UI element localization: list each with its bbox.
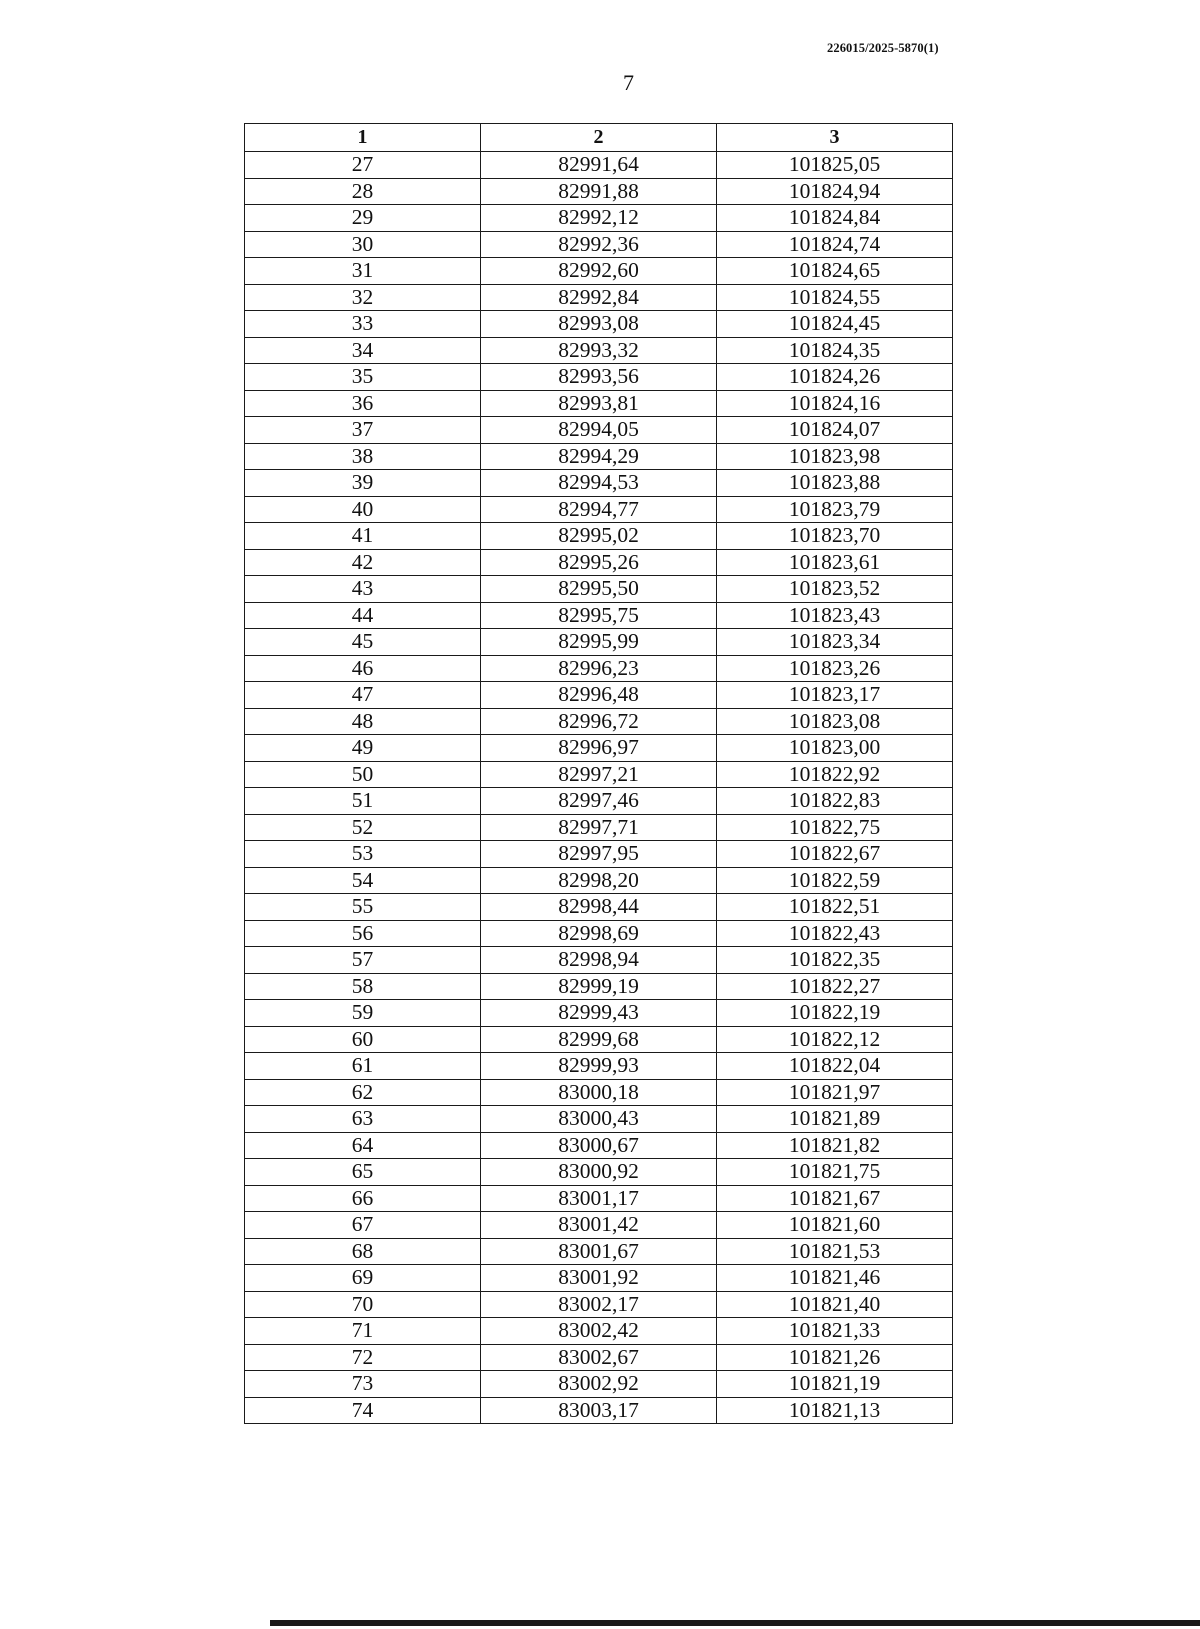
- point-number-cell: 61: [245, 1053, 481, 1080]
- x-coordinate-cell: 82998,94: [481, 947, 717, 974]
- x-coordinate-cell: 82995,26: [481, 549, 717, 576]
- point-number-cell: 47: [245, 682, 481, 709]
- y-coordinate-cell: 101823,26: [717, 655, 953, 682]
- point-number-cell: 68: [245, 1238, 481, 1265]
- point-number-cell: 74: [245, 1397, 481, 1424]
- point-number-cell: 29: [245, 205, 481, 232]
- x-coordinate-cell: 82995,50: [481, 576, 717, 603]
- point-number-cell: 37: [245, 417, 481, 444]
- table-row: [245, 1106, 953, 1133]
- y-coordinate-cell: 101822,43: [717, 920, 953, 947]
- y-coordinate-cell: 101822,83: [717, 788, 953, 815]
- point-number-cell: 40: [245, 496, 481, 523]
- table-row: [245, 867, 953, 894]
- x-coordinate-cell: 82993,81: [481, 390, 717, 417]
- y-coordinate-cell: 101822,67: [717, 841, 953, 868]
- point-number-cell: 39: [245, 470, 481, 497]
- point-number-cell: 35: [245, 364, 481, 391]
- x-coordinate-cell: 83000,67: [481, 1132, 717, 1159]
- x-coordinate-cell: 83001,92: [481, 1265, 717, 1292]
- point-number-cell: 41: [245, 523, 481, 550]
- table-row: [245, 549, 953, 576]
- x-coordinate-cell: 82999,19: [481, 973, 717, 1000]
- point-number-cell: 69: [245, 1265, 481, 1292]
- table-row: [245, 602, 953, 629]
- table-row: [245, 629, 953, 656]
- table-row: [245, 1159, 953, 1186]
- table-row: [245, 1212, 953, 1239]
- table-row: [245, 205, 953, 232]
- x-coordinate-cell: 82997,21: [481, 761, 717, 788]
- y-coordinate-cell: 101823,34: [717, 629, 953, 656]
- table-row: [245, 417, 953, 444]
- table-row: [245, 1026, 953, 1053]
- point-number-cell: 31: [245, 258, 481, 285]
- y-coordinate-cell: 101824,16: [717, 390, 953, 417]
- y-coordinate-cell: 101823,43: [717, 602, 953, 629]
- column-header-3: 3: [717, 124, 953, 152]
- y-coordinate-cell: 101821,46: [717, 1265, 953, 1292]
- point-number-cell: 53: [245, 841, 481, 868]
- x-coordinate-cell: 82991,64: [481, 152, 717, 179]
- x-coordinate-cell: 82999,68: [481, 1026, 717, 1053]
- point-number-cell: 42: [245, 549, 481, 576]
- point-number-cell: 52: [245, 814, 481, 841]
- table-row: [245, 655, 953, 682]
- y-coordinate-cell: 101824,07: [717, 417, 953, 444]
- table-row: [245, 920, 953, 947]
- table-row: [245, 390, 953, 417]
- column-header-1: 1: [245, 124, 481, 152]
- x-coordinate-cell: 82996,48: [481, 682, 717, 709]
- x-coordinate-cell: 83002,67: [481, 1344, 717, 1371]
- x-coordinate-cell: 82995,02: [481, 523, 717, 550]
- y-coordinate-cell: 101824,45: [717, 311, 953, 338]
- y-coordinate-cell: 101822,12: [717, 1026, 953, 1053]
- table-row: [245, 761, 953, 788]
- x-coordinate-cell: 82999,93: [481, 1053, 717, 1080]
- x-coordinate-cell: 83003,17: [481, 1397, 717, 1424]
- y-coordinate-cell: 101823,08: [717, 708, 953, 735]
- table-row: [245, 708, 953, 735]
- y-coordinate-cell: 101823,88: [717, 470, 953, 497]
- point-number-cell: 57: [245, 947, 481, 974]
- y-coordinate-cell: 101822,35: [717, 947, 953, 974]
- table-row: [245, 682, 953, 709]
- y-coordinate-cell: 101824,35: [717, 337, 953, 364]
- x-coordinate-cell: 82996,23: [481, 655, 717, 682]
- y-coordinate-cell: 101821,53: [717, 1238, 953, 1265]
- point-number-cell: 38: [245, 443, 481, 470]
- x-coordinate-cell: 82998,20: [481, 867, 717, 894]
- x-coordinate-cell: 82991,88: [481, 178, 717, 205]
- point-number-cell: 46: [245, 655, 481, 682]
- x-coordinate-cell: 82993,32: [481, 337, 717, 364]
- point-number-cell: 33: [245, 311, 481, 338]
- x-coordinate-cell: 83000,18: [481, 1079, 717, 1106]
- point-number-cell: 43: [245, 576, 481, 603]
- table-row: [245, 1291, 953, 1318]
- y-coordinate-cell: 101821,19: [717, 1371, 953, 1398]
- x-coordinate-cell: 82996,72: [481, 708, 717, 735]
- table-row: [245, 1053, 953, 1080]
- table-row: [245, 814, 953, 841]
- point-number-cell: 44: [245, 602, 481, 629]
- y-coordinate-cell: 101822,75: [717, 814, 953, 841]
- table-row: [245, 1000, 953, 1027]
- y-coordinate-cell: 101823,79: [717, 496, 953, 523]
- y-coordinate-cell: 101821,89: [717, 1106, 953, 1133]
- column-header-2: 2: [481, 124, 717, 152]
- y-coordinate-cell: 101822,59: [717, 867, 953, 894]
- x-coordinate-cell: 82995,99: [481, 629, 717, 656]
- table-row: [245, 576, 953, 603]
- y-coordinate-cell: 101821,97: [717, 1079, 953, 1106]
- y-coordinate-cell: 101822,27: [717, 973, 953, 1000]
- point-number-cell: 73: [245, 1371, 481, 1398]
- point-number-cell: 27: [245, 152, 481, 179]
- point-number-cell: 66: [245, 1185, 481, 1212]
- table-row: [245, 1185, 953, 1212]
- y-coordinate-cell: 101823,98: [717, 443, 953, 470]
- point-number-cell: 48: [245, 708, 481, 735]
- y-coordinate-cell: 101822,04: [717, 1053, 953, 1080]
- y-coordinate-cell: 101821,40: [717, 1291, 953, 1318]
- y-coordinate-cell: 101821,75: [717, 1159, 953, 1186]
- table-row: [245, 973, 953, 1000]
- y-coordinate-cell: 101823,17: [717, 682, 953, 709]
- y-coordinate-cell: 101824,84: [717, 205, 953, 232]
- point-number-cell: 34: [245, 337, 481, 364]
- point-number-cell: 72: [245, 1344, 481, 1371]
- table-row: [245, 1265, 953, 1292]
- x-coordinate-cell: 82997,71: [481, 814, 717, 841]
- table-header-row: [245, 124, 953, 152]
- table-row: [245, 311, 953, 338]
- x-coordinate-cell: 82997,95: [481, 841, 717, 868]
- x-coordinate-cell: 82992,12: [481, 205, 717, 232]
- y-coordinate-cell: 101823,61: [717, 549, 953, 576]
- x-coordinate-cell: 82995,75: [481, 602, 717, 629]
- x-coordinate-cell: 83000,43: [481, 1106, 717, 1133]
- page-number: 7: [623, 70, 634, 95]
- y-coordinate-cell: 101822,51: [717, 894, 953, 921]
- table-row: [245, 443, 953, 470]
- x-coordinate-cell: 82992,60: [481, 258, 717, 285]
- y-coordinate-cell: 101824,65: [717, 258, 953, 285]
- point-number-cell: 50: [245, 761, 481, 788]
- point-number-cell: 51: [245, 788, 481, 815]
- point-number-cell: 30: [245, 231, 481, 258]
- x-coordinate-cell: 82993,08: [481, 311, 717, 338]
- y-coordinate-cell: 101821,82: [717, 1132, 953, 1159]
- point-number-cell: 36: [245, 390, 481, 417]
- x-coordinate-cell: 83001,17: [481, 1185, 717, 1212]
- y-coordinate-cell: 101825,05: [717, 152, 953, 179]
- document-reference-number: 226015/2025-5870(1): [827, 41, 939, 55]
- x-coordinate-cell: 82992,84: [481, 284, 717, 311]
- y-coordinate-cell: 101822,92: [717, 761, 953, 788]
- x-coordinate-cell: 82994,77: [481, 496, 717, 523]
- x-coordinate-cell: 82994,53: [481, 470, 717, 497]
- coordinates-table: [244, 123, 953, 1424]
- x-coordinate-cell: 83000,92: [481, 1159, 717, 1186]
- table-row: [245, 788, 953, 815]
- x-coordinate-cell: 82997,46: [481, 788, 717, 815]
- table-row: [245, 1238, 953, 1265]
- table-row: [245, 1371, 953, 1398]
- y-coordinate-cell: 101824,74: [717, 231, 953, 258]
- table-row: [245, 947, 953, 974]
- y-coordinate-cell: 101821,67: [717, 1185, 953, 1212]
- table-row: [245, 1318, 953, 1345]
- point-number-cell: 58: [245, 973, 481, 1000]
- table-row: [245, 894, 953, 921]
- table-row: [245, 841, 953, 868]
- point-number-cell: 59: [245, 1000, 481, 1027]
- x-coordinate-cell: 82998,44: [481, 894, 717, 921]
- table-row: [245, 496, 953, 523]
- x-coordinate-cell: 82999,43: [481, 1000, 717, 1027]
- point-number-cell: 60: [245, 1026, 481, 1053]
- x-coordinate-cell: 82996,97: [481, 735, 717, 762]
- point-number-cell: 56: [245, 920, 481, 947]
- x-coordinate-cell: 83001,42: [481, 1212, 717, 1239]
- x-coordinate-cell: 82992,36: [481, 231, 717, 258]
- point-number-cell: 70: [245, 1291, 481, 1318]
- y-coordinate-cell: 101821,33: [717, 1318, 953, 1345]
- y-coordinate-cell: 101823,52: [717, 576, 953, 603]
- x-coordinate-cell: 83001,67: [481, 1238, 717, 1265]
- y-coordinate-cell: 101824,26: [717, 364, 953, 391]
- x-coordinate-cell: 82994,29: [481, 443, 717, 470]
- point-number-cell: 71: [245, 1318, 481, 1345]
- point-number-cell: 49: [245, 735, 481, 762]
- x-coordinate-cell: 82998,69: [481, 920, 717, 947]
- table-row: [245, 337, 953, 364]
- table-row: [245, 523, 953, 550]
- table-row: [245, 152, 953, 179]
- table-body: [245, 152, 953, 1424]
- y-coordinate-cell: 101823,00: [717, 735, 953, 762]
- x-coordinate-cell: 83002,42: [481, 1318, 717, 1345]
- point-number-cell: 32: [245, 284, 481, 311]
- x-coordinate-cell: 83002,17: [481, 1291, 717, 1318]
- point-number-cell: 54: [245, 867, 481, 894]
- point-number-cell: 63: [245, 1106, 481, 1133]
- table-row: [245, 258, 953, 285]
- table-row: [245, 284, 953, 311]
- y-coordinate-cell: 101824,94: [717, 178, 953, 205]
- x-coordinate-cell: 83002,92: [481, 1371, 717, 1398]
- y-coordinate-cell: 101821,60: [717, 1212, 953, 1239]
- y-coordinate-cell: 101823,70: [717, 523, 953, 550]
- table-row: [245, 1079, 953, 1106]
- y-coordinate-cell: 101821,26: [717, 1344, 953, 1371]
- point-number-cell: 45: [245, 629, 481, 656]
- table-row: [245, 1132, 953, 1159]
- table-row: [245, 231, 953, 258]
- y-coordinate-cell: 101822,19: [717, 1000, 953, 1027]
- table-row: [245, 470, 953, 497]
- point-number-cell: 65: [245, 1159, 481, 1186]
- table-row: [245, 735, 953, 762]
- table-row: [245, 178, 953, 205]
- table-row: [245, 1344, 953, 1371]
- point-number-cell: 64: [245, 1132, 481, 1159]
- y-coordinate-cell: 101824,55: [717, 284, 953, 311]
- point-number-cell: 28: [245, 178, 481, 205]
- point-number-cell: 62: [245, 1079, 481, 1106]
- y-coordinate-cell: 101821,13: [717, 1397, 953, 1424]
- x-coordinate-cell: 82993,56: [481, 364, 717, 391]
- table-row: [245, 1397, 953, 1424]
- point-number-cell: 55: [245, 894, 481, 921]
- point-number-cell: 67: [245, 1212, 481, 1239]
- table-row: [245, 364, 953, 391]
- x-coordinate-cell: 82994,05: [481, 417, 717, 444]
- bottom-rule: [270, 1620, 1200, 1626]
